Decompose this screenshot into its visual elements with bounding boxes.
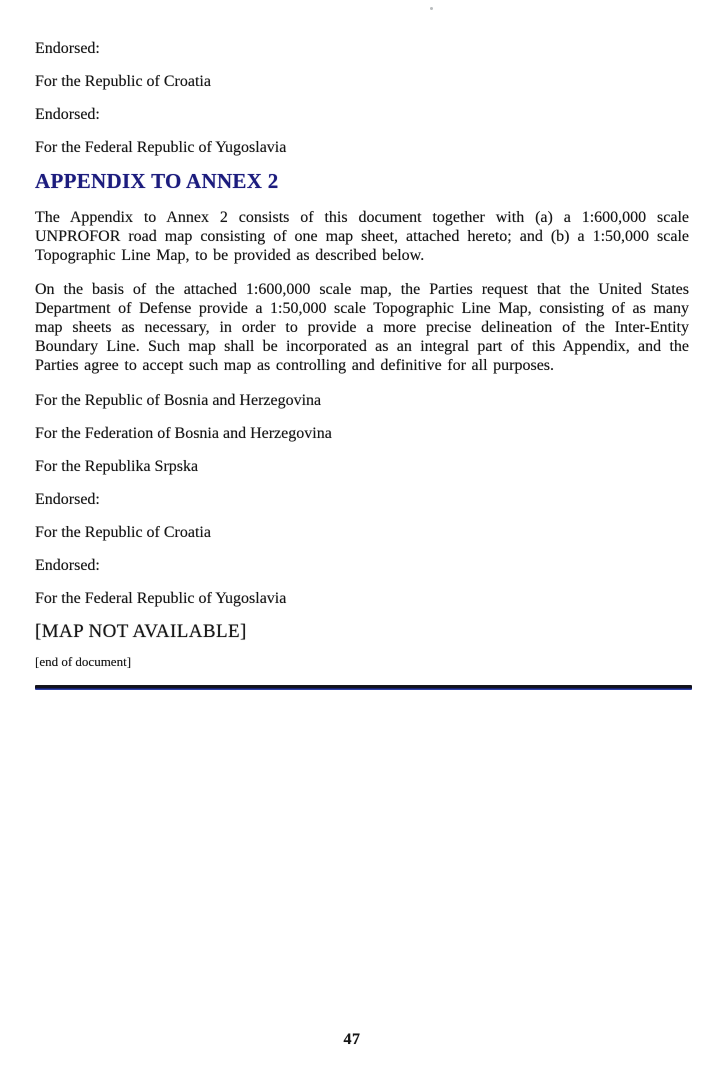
end-of-document-note: [end of document]: [35, 654, 132, 669]
map-not-available-notice: [MAP NOT AVAILABLE]: [35, 621, 247, 642]
paragraph-map-request: On the basis of the attached 1:600,000 scale map, the Parties request that the United States Department of Defense provide a 1:50,000 scale Topographic Line Map, consisting of as many map sheets as necessary, in order to provide a more precise delineation of the Inter-Entity Boundary Line. Such map shall be incorporated as an integral part of this Appendix, and the Parties agree to accept such map as controlling and definitive for all purposes.: [35, 281, 689, 374]
paragraph-appendix-contents: The Appendix to Annex 2 consists of this document together with (a) a 1:600,000 scale UNPROFOR road map consisting of one map sheet, attached hereto; and (b) a 1:50,000 scale Topographic Line Map, to be provided as described below.: [35, 209, 689, 264]
page-number: 47: [343, 1031, 361, 1048]
party-line-croatia-top: For the Republic of Croatia: [35, 73, 211, 90]
endorsed-line-3: Endorsed:: [35, 491, 100, 508]
party-line-yugoslavia-bottom: For the Federal Republic of Yugoslavia: [35, 590, 287, 607]
party-line-croatia-bottom: For the Republic of Croatia: [35, 524, 211, 541]
party-line-bosnia-herzegovina: For the Republic of Bosnia and Herzegovina: [35, 392, 322, 409]
party-line-federation: For the Federation of Bosnia and Herzegovina: [35, 425, 332, 442]
party-line-yugoslavia-top: For the Federal Republic of Yugoslavia: [35, 139, 287, 156]
signature-block: [35, 392, 689, 608]
endorsed-line-1: Endorsed:: [35, 40, 100, 57]
scan-artifact: [430, 7, 433, 10]
appendix-heading: APPENDIX TO ANNEX 2: [35, 169, 279, 193]
party-line-republika-srpska: For the Republika Srpska: [35, 458, 199, 475]
endorsed-line-2: Endorsed:: [35, 106, 100, 123]
horizontal-rule: [35, 685, 692, 690]
endorsed-line-4: Endorsed:: [35, 557, 100, 574]
